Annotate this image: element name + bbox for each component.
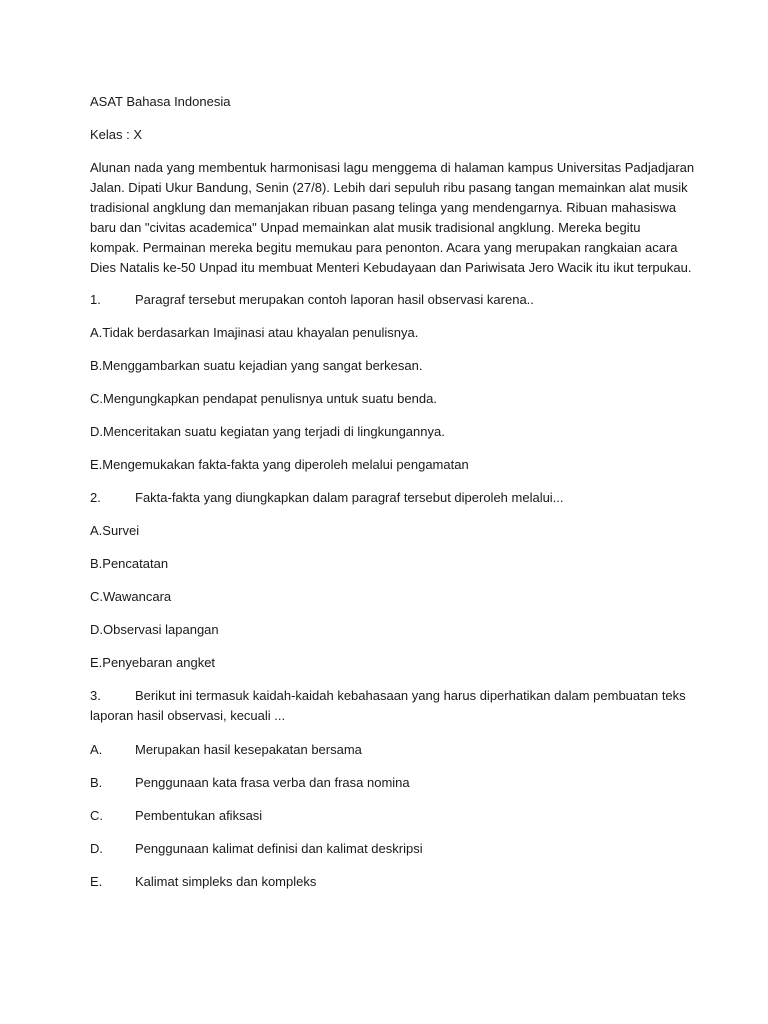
option-a: A.Survei	[90, 523, 140, 538]
option-d: D.Observasi lapangan	[90, 622, 219, 637]
option-text: Penggunaan kalimat definisi dan kalimat deskripsi	[135, 841, 423, 856]
question-number: 3.	[90, 688, 101, 703]
option-text: Merupakan hasil kesepakatan bersama	[135, 742, 362, 757]
question-number: 1.	[90, 292, 101, 307]
option-letter: C.	[90, 808, 103, 823]
option-letter: D.	[90, 841, 103, 856]
option-letter: B.	[90, 775, 103, 790]
option-a	[90, 740, 690, 760]
question-text-line: laporan hasil observasi, kecuali ...	[90, 708, 286, 723]
passage-line: Dies Natalis ke-50 Unpad itu membuat Menteri Kebudayaan dan Pariwisata Jero Wacik itu ikut terpukau.	[90, 260, 692, 275]
document-title: ASAT Bahasa Indonesia	[90, 94, 231, 109]
option-letter: A.	[90, 742, 103, 757]
option-d: D.Menceritakan suatu kegiatan yang terjadi di lingkungannya.	[90, 424, 445, 439]
passage-line: kompak. Permainan mereka begitu memukau para penonton. Acara yang merupakan rangkaian acara	[90, 240, 678, 255]
question-text-line: Berikut ini termasuk kaidah-kaidah kebahasaan yang harus diperhatikan dalam pembuatan teks	[135, 688, 686, 703]
question-text: Fakta-fakta yang diungkapkan dalam paragraf tersebut diperoleh melalui...	[135, 490, 564, 505]
question-number: 2.	[90, 490, 101, 505]
option-b: B.Menggambarkan suatu kejadian yang sangat berkesan.	[90, 358, 423, 373]
option-c	[90, 806, 690, 826]
question-1	[90, 290, 690, 310]
option-e: E.Mengemukakan fakta-fakta yang diperoleh melalui pengamatan	[90, 457, 469, 472]
question-text	[90, 686, 686, 726]
option-a: A.Tidak berdasarkan Imajinasi atau khayalan penulisnya.	[90, 325, 419, 340]
option-e	[90, 872, 690, 892]
option-b: B.Pencatatan	[90, 556, 169, 571]
passage-line: baru dan "civitas academica" Unpad memainkan alat musik tradisional angklung. Mereka begitu	[90, 220, 641, 235]
option-c: C.Mengungkapkan pendapat penulisnya untuk suatu benda.	[90, 391, 437, 406]
option-text: Penggunaan kata frasa verba dan frasa nomina	[135, 775, 410, 790]
question-3	[90, 686, 690, 726]
option-letter: E.	[90, 874, 103, 889]
passage-line: tradisional angklung dan memanjakan ribuan pasang telinga yang mendengarnya. Ribuan mahasiswa	[90, 200, 677, 215]
option-c: C.Wawancara	[90, 589, 172, 604]
option-text: Pembentukan afiksasi	[135, 808, 263, 823]
reading-passage	[90, 158, 695, 278]
option-d	[90, 839, 690, 859]
passage-line: Alunan nada yang membentuk harmonisasi lagu menggema di halaman kampus Universitas Padjadjaran	[90, 160, 695, 175]
option-b	[90, 773, 690, 793]
question-text: Paragraf tersebut merupakan contoh laporan hasil observasi karena..	[135, 292, 534, 307]
class-label: Kelas : X	[90, 127, 143, 142]
document-page	[90, 92, 695, 905]
question-2	[90, 488, 690, 508]
option-text: Kalimat simpleks dan kompleks	[135, 874, 317, 889]
option-e: E.Penyebaran angket	[90, 655, 216, 670]
passage-line: Jalan. Dipati Ukur Bandung, Senin (27/8). Lebih dari sepuluh ribu pasang tangan memainkan alat musik	[90, 180, 688, 195]
